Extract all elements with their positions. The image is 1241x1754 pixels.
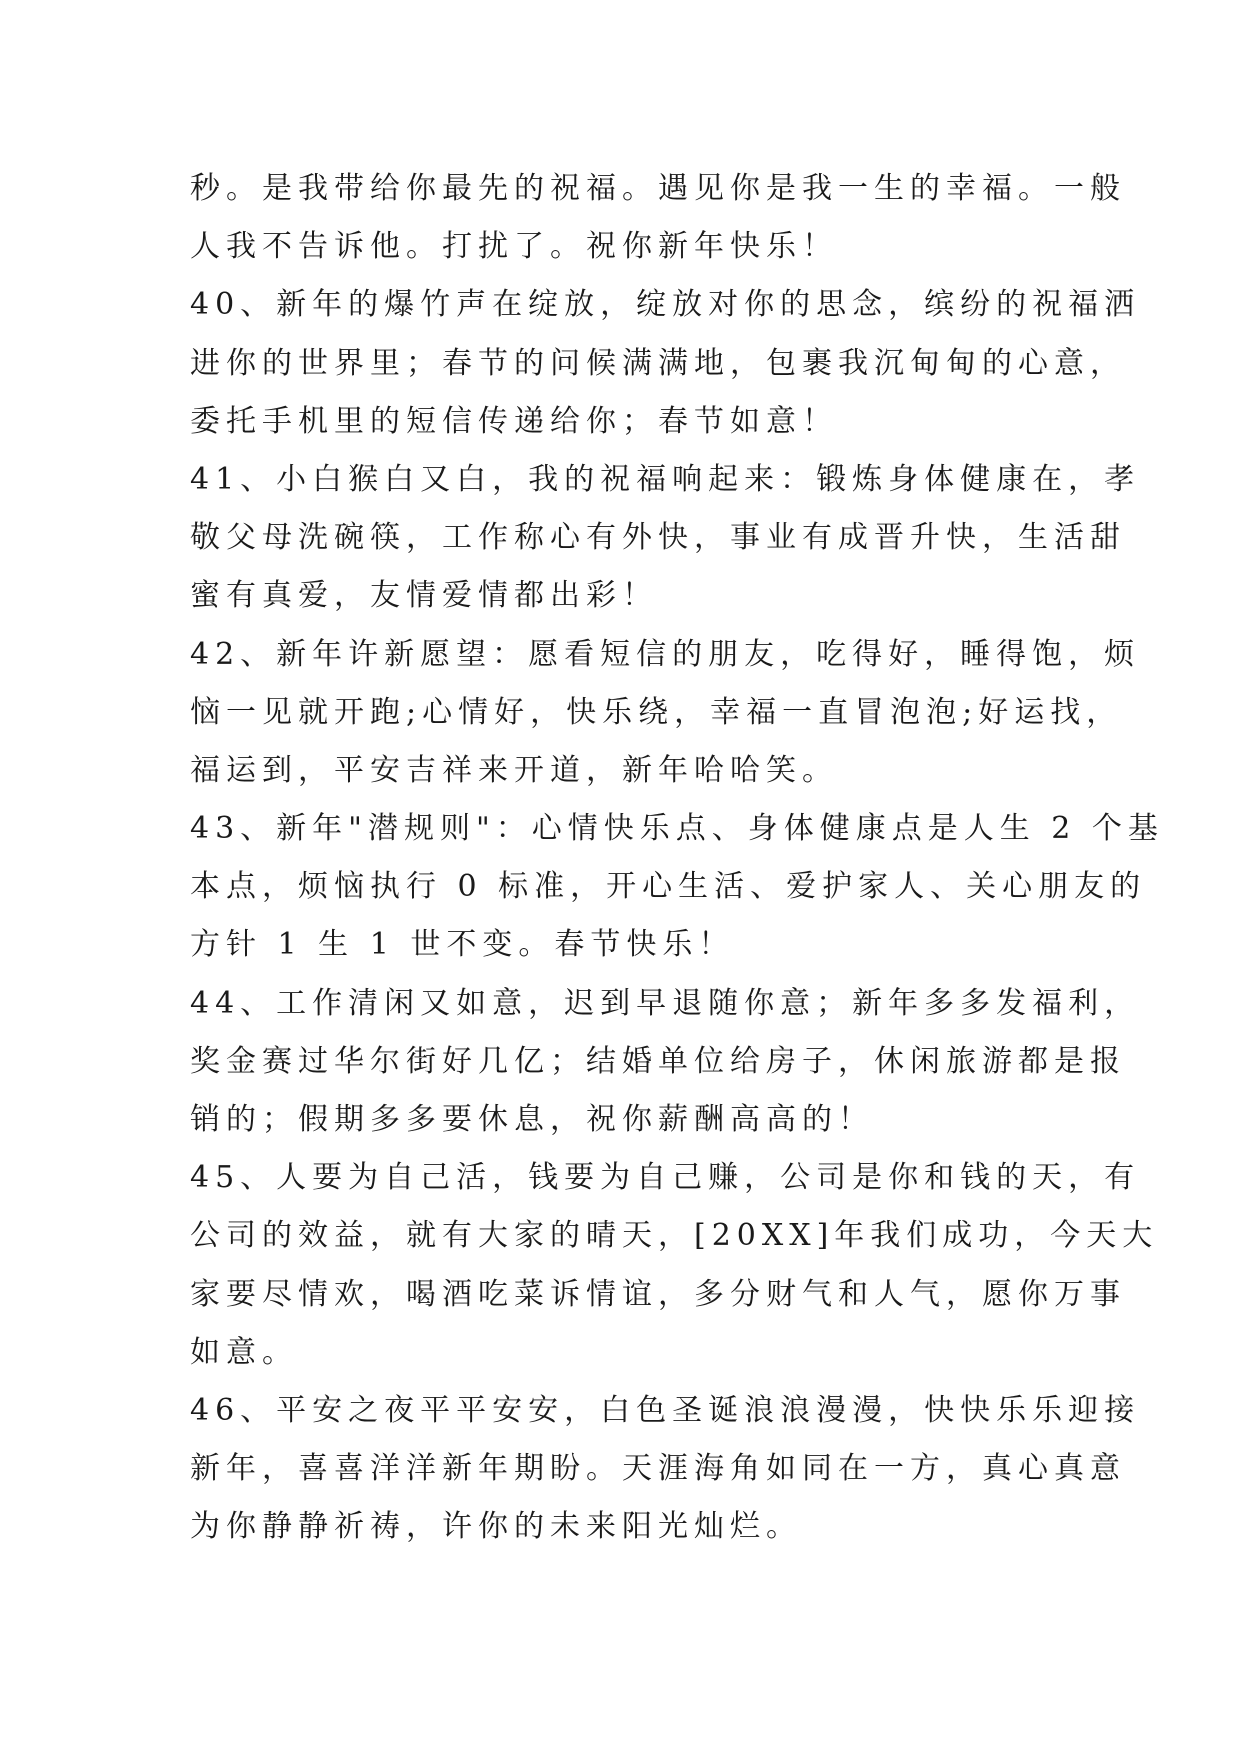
text-line: 销的；假期多多要休息，祝你薪酬高高的！ xyxy=(190,1102,874,1137)
text-line: 人我不告诉他。打扰了。祝你新年快乐！ xyxy=(190,229,838,265)
text-line: 家要尽情欢，喝酒吃菜诉情谊，多分财气和人气，愿你万事 xyxy=(190,1276,1126,1312)
text-line: 进你的世界里；春节的问候满满地，包裹我沉甸甸的心意， xyxy=(190,345,1126,381)
text-line: 45、人要为自己活，钱要为自己赚，公司是你和钱的天，有 xyxy=(190,1160,1141,1196)
text-line: 方针 1 生 1 世不变。春节快乐！ xyxy=(190,927,735,963)
text-line: 福运到，平安吉祥来开道，新年哈哈笑。 xyxy=(190,752,838,788)
text-line: 46、平安之夜平平安安，白色圣诞浪浪漫漫，快快乐乐迎接 xyxy=(190,1392,1141,1428)
text-line: 秒。是我带给你最先的祝福。遇见你是我一生的幸福。一般 xyxy=(190,171,1126,206)
text-line: 蜜有真爱，友情爱情都出彩！ xyxy=(190,578,658,614)
text-line: 为你静静祈祷，许你的未来阳光灿烂。 xyxy=(190,1509,802,1545)
text-line: 43、新年"潜规则"：心情快乐点、身体健康点是人生 2 个基 xyxy=(190,811,1164,847)
text-line: 奖金赛过华尔街好几亿；结婚单位给房子，休闲旅游都是报 xyxy=(190,1043,1126,1079)
body-text xyxy=(190,160,1164,1557)
text-line: 公司的效益，就有大家的晴天，[20XX]年我们成功，今天大 xyxy=(190,1218,1159,1254)
text-line: 44、工作清闲又如意，迟到早退随你意；新年多多发福利， xyxy=(190,985,1141,1021)
text-line: 40、新年的爆竹声在绽放，绽放对你的思念，缤纷的祝福洒 xyxy=(190,287,1141,323)
text-line: 42、新年许新愿望：愿看短信的朋友，吃得好，睡得饱，烦 xyxy=(190,636,1141,672)
text-line: 如意。 xyxy=(190,1334,298,1370)
text-line: 41、小白猴白又白，我的祝福响起来：锻炼身体健康在，孝 xyxy=(190,461,1141,497)
text-line: 本点，烦恼执行 0 标准，开心生活、爱护家人、关心朋友的 xyxy=(190,869,1147,905)
text-line: 敬父母洗碗筷，工作称心有外快，事业有成晋升快，生活甜 xyxy=(190,520,1126,556)
text-line: 恼一见就开跑;心情好，快乐绕，幸福一直冒泡泡;好运找， xyxy=(190,694,1123,730)
text-line: 新年，喜喜洋洋新年期盼。天涯海角如同在一方，真心真意 xyxy=(190,1451,1126,1487)
text-line: 委托手机里的短信传递给你；春节如意！ xyxy=(190,403,838,439)
